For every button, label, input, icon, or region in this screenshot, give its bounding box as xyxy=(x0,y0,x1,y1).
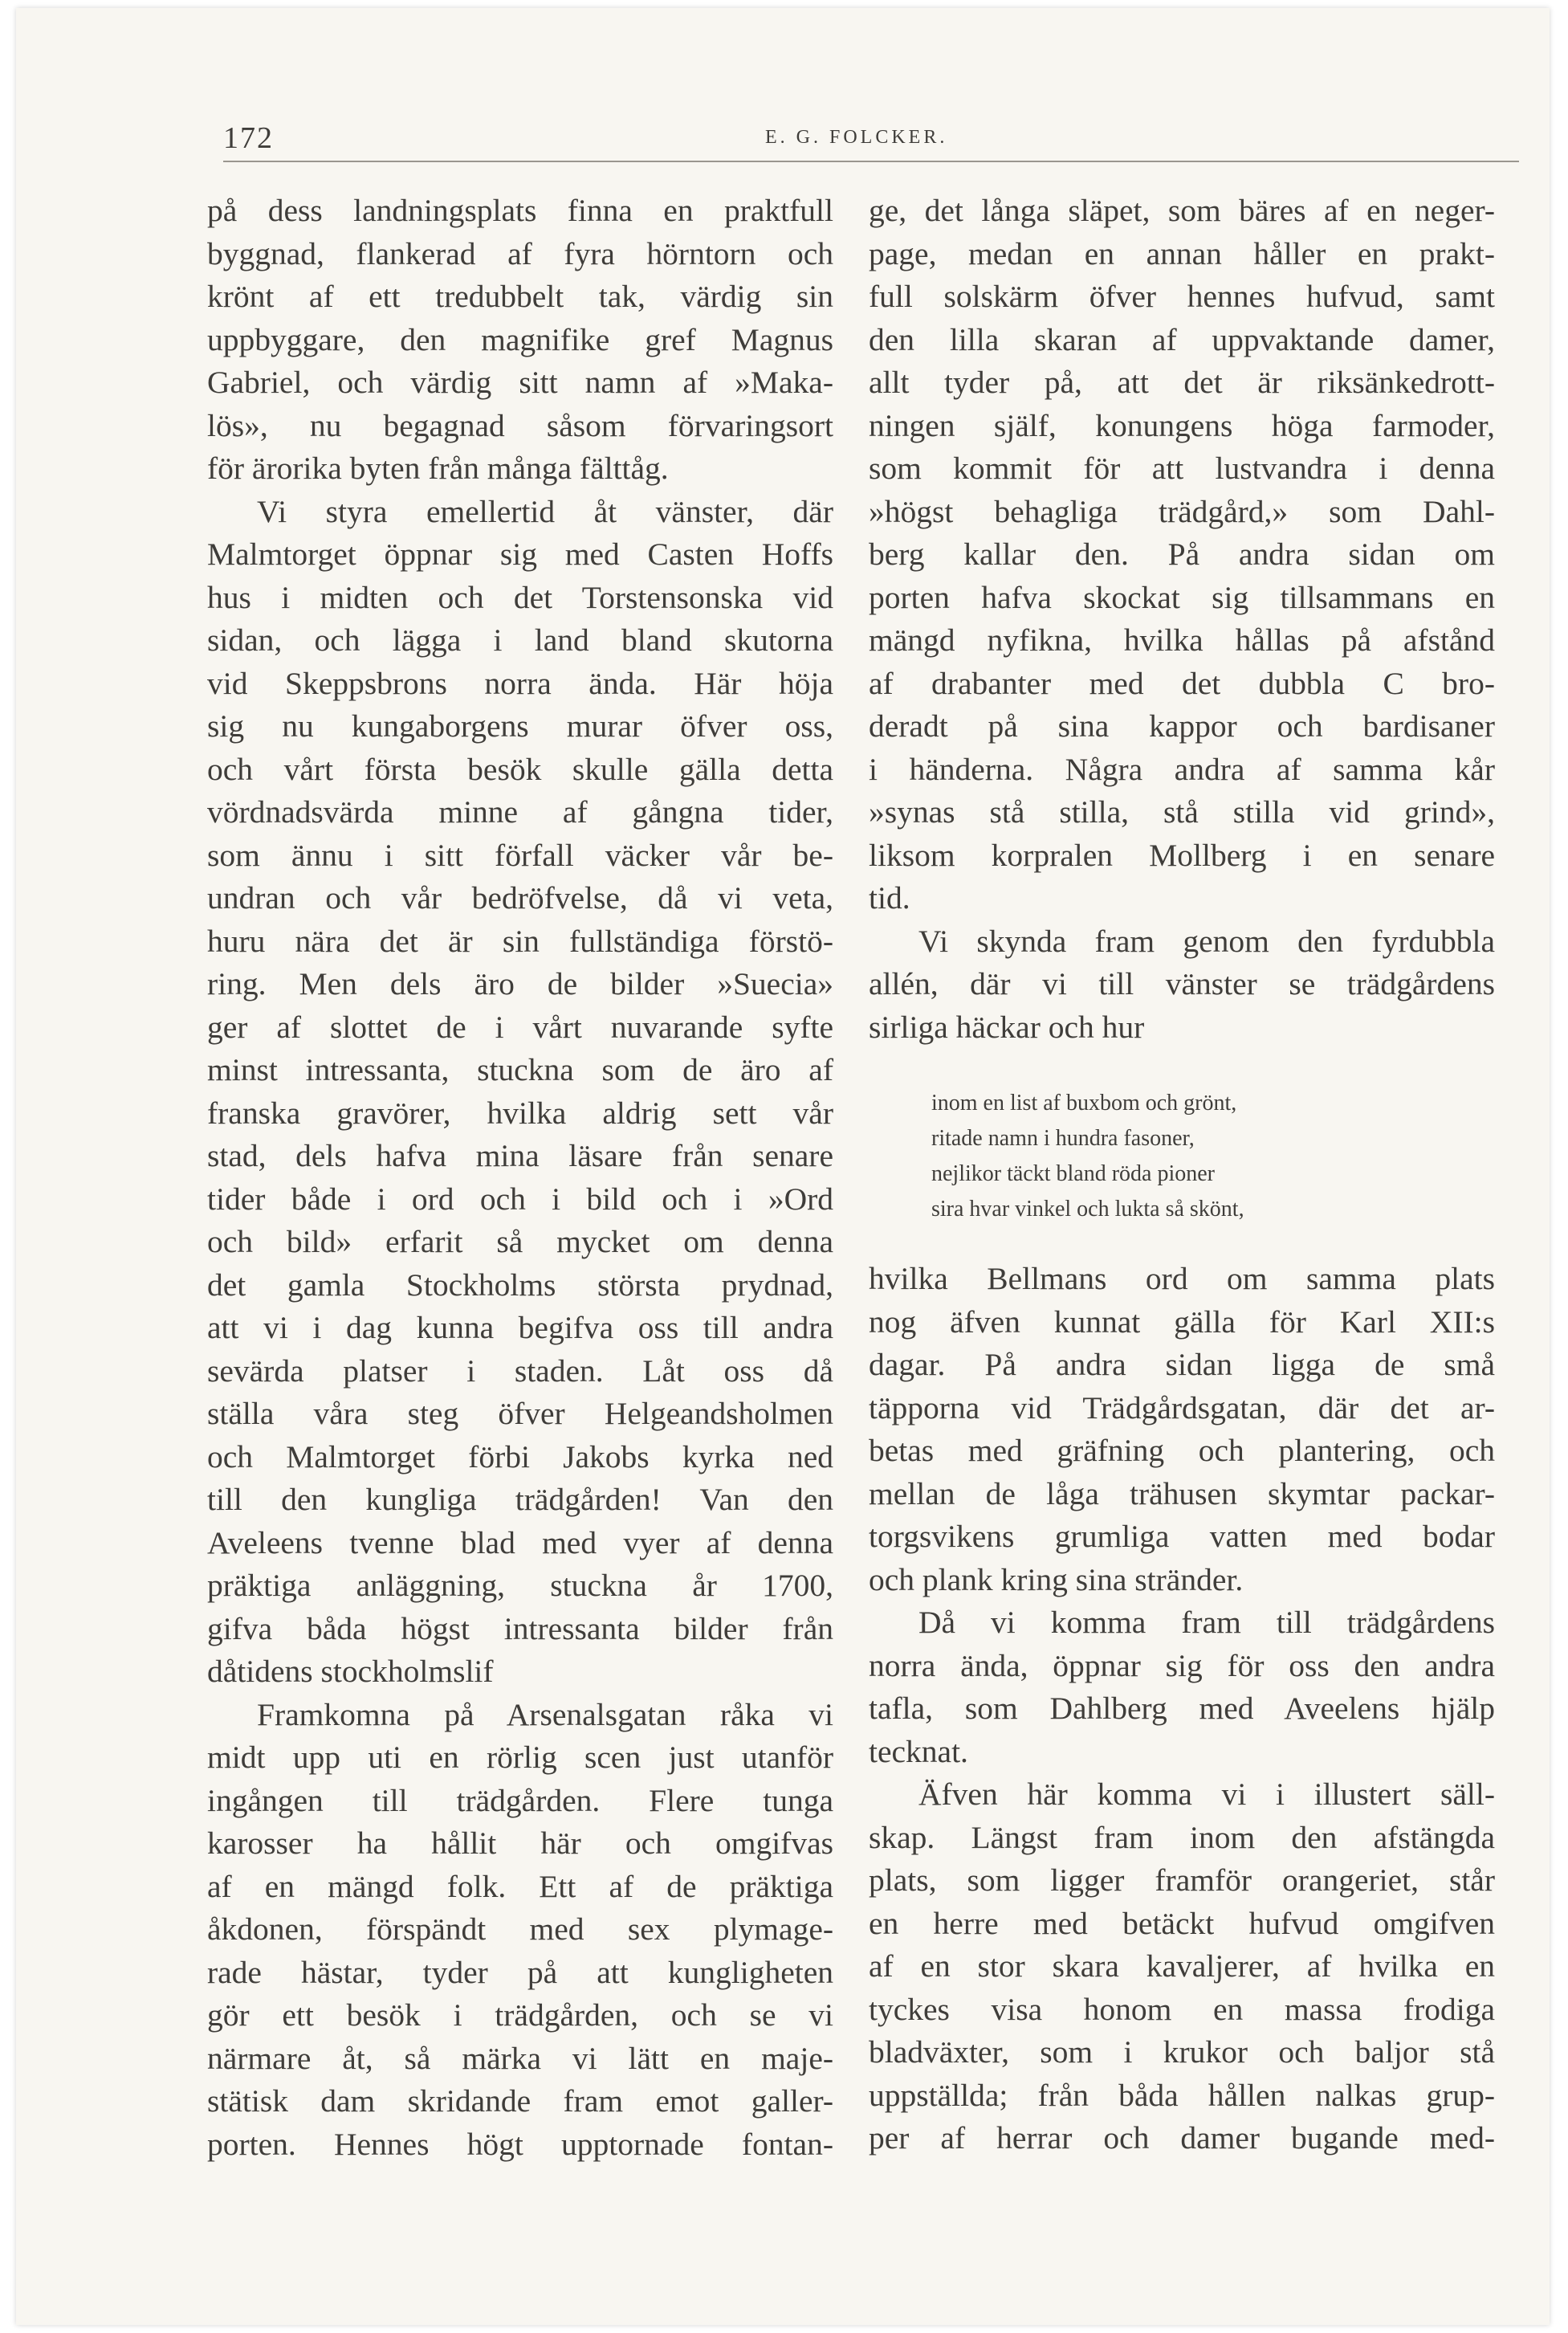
text-line: Vi styra emellertid åt vänster, där xyxy=(257,493,833,529)
text-line: porten. Hennes högt upptornade fontan- xyxy=(207,2126,833,2162)
right-text-column xyxy=(869,190,1495,2160)
text-line: Framkomna på Arsenalsgatan råka vi xyxy=(257,1696,833,1732)
text-line: af en mängd folk. Ett af de präktiga xyxy=(207,1868,833,1904)
text-line: plats, som ligger framför orangeriet, står xyxy=(869,1862,1495,1898)
text-line: den lilla skaran af uppvaktande damer, xyxy=(869,321,1495,357)
text-line: för ärorika byten från många fälttåg. xyxy=(207,451,669,486)
text-line: hvilka Bellmans ord om samma plats xyxy=(869,1261,1495,1296)
text-line: norra ända, öppnar sig för oss den andra xyxy=(869,1647,1495,1683)
running-title: E. G. FOLCKER. xyxy=(765,127,948,148)
text-line: betas med gräfning och plantering, och xyxy=(869,1433,1495,1468)
text-line: och Malmtorget förbi Jakobs kyrka ned xyxy=(207,1438,833,1474)
poem-line: inom en list af buxbom och grönt, xyxy=(931,1091,1237,1116)
text-line: Då vi komma fram till trädgårdens xyxy=(918,1605,1495,1640)
text-line: ställa våra steg öfver Helgeandsholmen xyxy=(207,1396,833,1431)
text-line: vördnadsvärda minne af gångna tider, xyxy=(207,794,833,830)
poem-line: sira hvar vinkel och lukta så skönt, xyxy=(931,1197,1244,1222)
text-line: af en stor skara kavaljerer, af hvilka en xyxy=(869,1948,1495,1984)
text-line: ring. Men dels äro de bilder »Suecia» xyxy=(207,966,833,1001)
text-line: till den kungliga trädgården! Van den xyxy=(207,1482,833,1517)
text-line: per af herrar och damer bugande med- xyxy=(869,2120,1495,2156)
text-line: sig nu kungaborgens murar öfver oss, xyxy=(207,708,833,744)
running-head xyxy=(223,120,1519,162)
text-line: tider både i ord och i bild och i »Ord xyxy=(207,1181,833,1217)
text-line: nog äfven kunnat gälla för Karl XII:s xyxy=(869,1303,1495,1340)
text-line: bladväxter, som i krukor och baljor stå xyxy=(869,2034,1495,2070)
text-line: det gamla Stockholms största prydnad, xyxy=(207,1266,833,1303)
text-line: ge, det långa släpet, som bäres af en neger- xyxy=(869,193,1495,228)
text-line: och bild» erfarit så mycket om denna xyxy=(207,1224,833,1259)
page-number: 172 xyxy=(223,121,274,155)
text-line: att vi i dag kunna begifva oss till andra xyxy=(207,1310,833,1345)
text-line: Gabriel, och värdig sitt namn af »Maka- xyxy=(207,365,833,400)
text-line: torgsvikens grumliga vatten med bodar xyxy=(869,1519,1495,1554)
text-line: vid Skeppsbrons norra ända. Här höja xyxy=(207,665,833,701)
text-line: på dess landningsplats finna en praktfull xyxy=(207,193,833,228)
text-line: Aveleens tvenne blad med vyer af denna xyxy=(207,1524,833,1560)
text-line: skap. Längst fram inom den afstängda xyxy=(869,1819,1495,1855)
text-line: sidan, och lägga i land bland skutorna xyxy=(207,622,833,658)
text-line: och plank kring sina stränder. xyxy=(869,1561,1244,1597)
text-line: som kommit för att lustvandra i denna xyxy=(869,451,1495,486)
text-line: karosser ha hållit här och omgifvas xyxy=(207,1825,833,1861)
left-text-column xyxy=(207,190,833,2166)
text-line: berg kallar den. På andra sidan om xyxy=(869,536,1495,572)
text-line: tafla, som Dahlberg med Aveelens hjälp xyxy=(869,1691,1495,1726)
text-line: ingången till trädgården. Flere tunga xyxy=(207,1782,833,1818)
text-line: minst intressanta, stuckna som de äro af xyxy=(207,1052,833,1087)
text-line: franska gravörer, hvilka aldrig sett vår xyxy=(207,1095,833,1131)
text-line: gifva båda högst intressanta bilder från xyxy=(207,1610,833,1646)
text-line: tecknat. xyxy=(869,1733,968,1769)
text-line: ningen själf, konungens höga farmoder, xyxy=(869,407,1495,443)
text-line: närmare åt, så märka vi lätt en maje- xyxy=(207,2040,833,2076)
text-line: byggnad, flankerad af fyra hörntorn och xyxy=(207,235,833,271)
text-line: dagar. På andra sidan ligga de små xyxy=(869,1347,1495,1382)
text-line: rade hästar, tyder på att kungligheten xyxy=(207,1954,833,1990)
text-line: mängd nyfikna, hvilka hållas på afstånd xyxy=(869,622,1495,658)
poem-line: ritade namn i hundra fasoner, xyxy=(931,1126,1195,1151)
poem-line: nejlikor täckt bland röda pioner xyxy=(931,1161,1215,1186)
text-line: porten hafva skockat sig tillsammans en xyxy=(869,579,1495,615)
text-line: i händerna. Några andra af samma kår xyxy=(869,751,1495,787)
text-line: lös», nu begagnad såsom förvaringsort xyxy=(207,407,833,443)
text-line: allt tyder på, att det är riksänkedrott- xyxy=(869,365,1495,400)
text-line: Malmtorget öppnar sig med Casten Hoffs xyxy=(207,536,833,572)
text-line: huru nära det är sin fullständiga förstö- xyxy=(207,923,833,959)
text-line: hus i midten och det Torstensonska vid xyxy=(207,579,833,615)
text-line: sirliga häckar och hur xyxy=(869,1009,1145,1045)
text-line: täpporna vid Trädgårdsgatan, där det ar- xyxy=(869,1389,1495,1425)
text-line: uppställda; från båda hållen nalkas grup- xyxy=(869,2077,1495,2113)
text-line: Äfven här komma vi i illustert säll- xyxy=(918,1776,1495,1812)
text-line: mellan de låga trähusen skymtar packar- xyxy=(869,1475,1495,1511)
text-line: stad, dels hafva mina läsare från senare xyxy=(207,1138,833,1173)
text-line: allén, där vi till vänster se trädgårdens xyxy=(869,966,1495,1001)
text-line: som ännu i sitt förfall väcker vår be- xyxy=(207,837,833,873)
text-line: stätisk dam skridande fram emot galler- xyxy=(207,2083,833,2119)
text-line: åkdonen, förspändt med sex plymage- xyxy=(207,1911,833,1947)
text-line: och vårt första besök skulle gälla detta xyxy=(207,751,833,787)
text-line: »synas stå stilla, stå stilla vid grind», xyxy=(869,794,1495,830)
text-line: sevärda platser i staden. Låt oss då xyxy=(207,1352,833,1389)
text-line: midt upp uti en rörlig scen just utanför xyxy=(207,1740,833,1775)
text-line: full solskärm öfver hennes hufvud, samt xyxy=(869,279,1495,314)
text-line: en herre med betäckt hufvud omgifven xyxy=(869,1905,1495,1941)
text-line: ger af slottet de i vårt nuvarande syfte xyxy=(207,1009,833,1045)
text-line: krönt af ett tredubbelt tak, värdig sin xyxy=(207,279,833,314)
text-line: liksom korpralen Mollberg i en senare xyxy=(869,837,1495,873)
text-line: »högst behagliga trädgård,» som Dahl- xyxy=(869,493,1495,529)
right-column-lower-text xyxy=(869,1258,1495,2160)
right-column-upper-text xyxy=(869,190,1495,1049)
text-line: af drabanter med det dubbla C bro- xyxy=(869,665,1495,701)
text-line: undran och vår bedröfvelse, då vi veta, xyxy=(207,880,833,916)
text-line: tid. xyxy=(869,880,910,916)
text-line: gör ett besök i trädgården, och se vi xyxy=(207,1997,833,2033)
text-line: page, medan en annan håller en prakt- xyxy=(869,235,1495,271)
text-line: präktiga anläggning, stuckna år 1700, xyxy=(207,1568,833,1603)
text-line: tyckes visa honom en massa frodiga xyxy=(869,1991,1495,2027)
text-line: deradt på sina kappor och bardisaner xyxy=(869,708,1495,744)
text-line: uppbyggare, den magnifike gref Magnus xyxy=(207,321,833,357)
poem-quotation xyxy=(931,1086,1495,1227)
text-line: dåtidens stockholmslif xyxy=(207,1654,494,1689)
text-line: Vi skynda fram genom den fyrdubbla xyxy=(918,923,1495,959)
